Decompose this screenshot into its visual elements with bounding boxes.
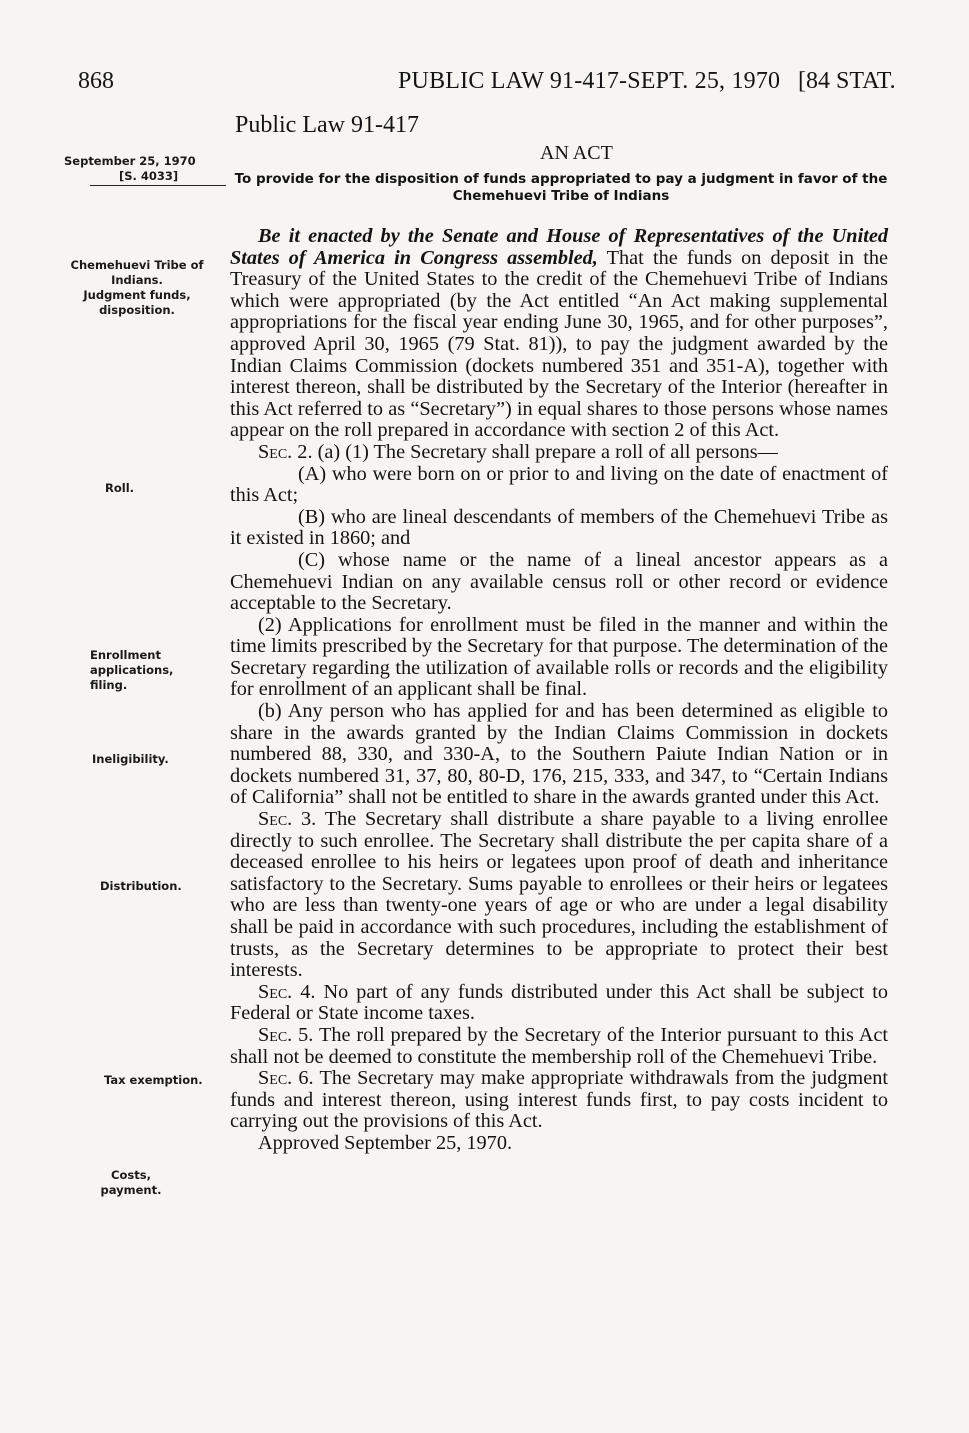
statute-volume: [84 STAT. [798, 68, 896, 94]
section-5: Sec. 5. The roll prepared by the Secretary of the Interior pursuant to this Act shall not be deemed to constitute the membership roll of the Chemehuevi Tribe. [230, 1023, 888, 1068]
section-4: Sec. 4. No part of any funds distributed under this Act shall be subject to Federal or State income taxes. [230, 980, 888, 1025]
public-law-label: Public Law 91-417 [235, 112, 419, 138]
section-3-label: Sec. 3. [258, 808, 317, 831]
page-number: 868 [78, 68, 114, 94]
section-2-b: (b) Any person who has applied for and has been determined as eligible to share in the awards granted by the Indian Claims Commission in dockets numbered 88, 330, and 330-A, to the Southern Paiute Indian Nation or in dockets numbered 31, 37, 80, 80-D, 176, 215, 333, and 347, to “Certain Indians of California” shall not be entitled to share in the awards granted under this Act. [230, 700, 888, 809]
section-2-clause-c: (C) whose name or the name of a lineal ancestor appears as a Chemehuevi Indian on any available census roll or other record or evidence acceptable to the Secretary. [230, 548, 888, 615]
side-note-costs: Costs, payment. [100, 1168, 162, 1197]
section-6-label: Sec. 6. [258, 1067, 314, 1090]
act-heading: AN ACT [540, 142, 613, 164]
section-2-label: Sec. 2. [258, 440, 313, 463]
side-note-subject [62, 258, 212, 318]
approval-line: Approved September 25, 1970. [258, 1131, 513, 1154]
enacting-clause: Be it enacted by the Senate and House of Representatives of the United States of America in Congress assembled, [230, 225, 888, 269]
act-purpose: To provide for the disposition of funds appropriated to pay a judgment in favor of the Chemehuevi Tribe of Indians [234, 171, 888, 204]
side-note-subject-1: Chemehuevi Tribe of Indians. [70, 258, 204, 287]
section-2-a2: (2) Applications for enrollment must be filed in the manner and within the time limits prescribed by the Secretary for that purpose. The determination of the Secretary regarding the utilization of available rolls or records and the eligibility for enrollment of an applicant shall be final. [230, 613, 889, 701]
side-note-subject-2: Judgment funds, disposition. [83, 288, 191, 317]
section-2-clause-a: (A) who were born on or prior to and living on the date of enactment of this Act; [230, 462, 888, 507]
section-4-label: Sec. 4. [258, 980, 316, 1003]
act-body [230, 226, 888, 1155]
side-note-enrollment: Enrollment applications, filing. [90, 648, 174, 692]
section-1 [230, 226, 888, 442]
side-note-date: September 25, 1970 [64, 154, 196, 168]
side-note-rule [90, 185, 226, 186]
section-6: Sec. 6. The Secretary may make appropriate withdrawals from the judgment funds and interest thereon, using interest funds first, to pay costs incident to carrying out the provisions of this Act. [230, 1067, 888, 1133]
side-note-ineligibility: Ineligibility. [92, 752, 169, 766]
side-note-distribution: Distribution. [100, 879, 182, 893]
side-note-date-bill [64, 154, 234, 184]
side-note-bill: [S. 4033] [119, 169, 179, 183]
section-1-text: That the funds on deposit in the Treasury of the United States to the credit of the Chemehuevi Tribe of Indians which were appropriated (by the Act entitled “An Act making supplemental appropriations for the fiscal year ending June 30, 1965, and for other purposes”, approved April 30, 1965 (79 Stat. 81)), to pay the judgment awarded by the Indian Claims Commission (dockets numbered 351 and 351-A), together with interest thereon, shall be distributed by the Secretary of the Interior (hereafter in this Act referred to as “Secretary”) in equal shares to those persons whose names appear on the roll prepared in accordance with section 2 of this Act. [230, 246, 888, 442]
section-3: Sec. 3. The Secretary shall distribute a share payable to a living enrollee directly to such enrollee. The Secretary shall distribute the per capita share of a deceased enrollee to his heirs or legatees upon proof of death and inheritance satisfactory to the Secretary. Sums payable to enrollees or their heirs or legatees who are less than twenty-one years of age or who are under a legal disability shall be paid in accordance with such procedures, including the establishment of trusts, as the Secretary determines to be appropriate to protect their best interests. [230, 808, 888, 982]
side-note-tax: Tax exemption. [104, 1073, 203, 1087]
section-2-clause-b: (B) who are lineal descendants of members of the Chemehuevi Tribe as it existed in 1860; and [230, 505, 888, 550]
running-title: PUBLIC LAW 91-417-SEPT. 25, 1970 [398, 68, 781, 94]
section-2-a1: Sec. 2. (a) (1) The Secretary shall prepare a roll of all persons— [258, 440, 778, 463]
section-5-label: Sec. 5. [258, 1023, 314, 1046]
side-note-roll: Roll. [105, 481, 135, 495]
